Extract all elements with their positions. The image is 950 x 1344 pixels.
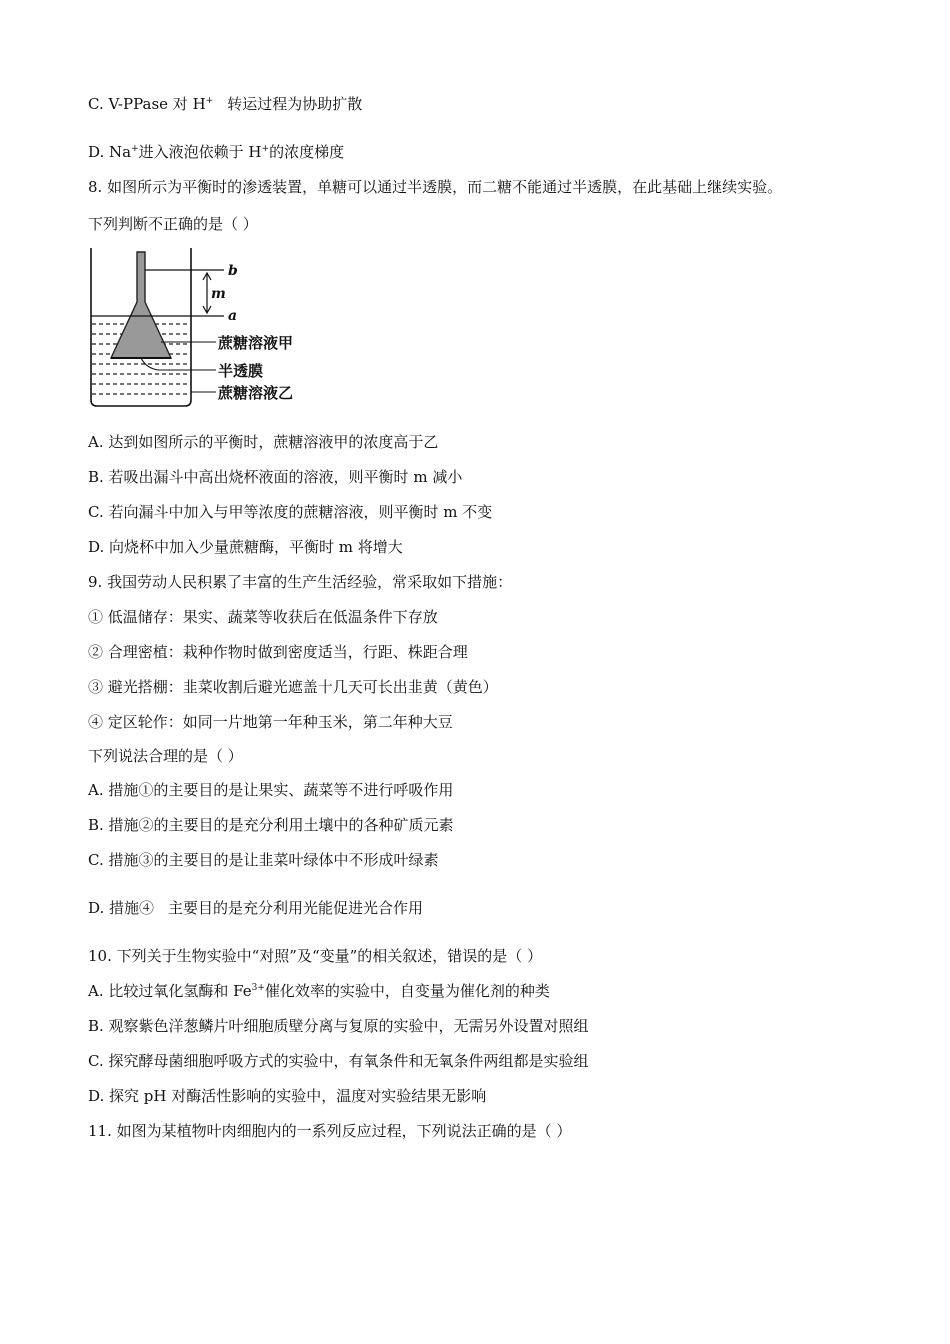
label-a: a [228,308,238,324]
q8-option-a: A. 达到如图所示的平衡时，蔗糖溶液甲的浓度高于乙 [88,433,439,451]
q9-option-c: C. 措施③的主要目的是让韭菜叶绿体中不形成叶绿素 [88,851,439,869]
label-m: m [211,286,226,302]
q10-option-b: B. 观察紫色洋葱鳞片叶细胞质壁分离与复原的实验中，无需另外设置对照组 [88,1017,589,1035]
q7-option-d: D. Na+进入液泡依赖于 H+的浓度梯度 [88,143,345,161]
q9-ask: 下列说法合理的是（ ） [88,747,243,765]
q8-option-c: C. 若向漏斗中加入与甲等浓度的蔗糖溶液，则平衡时 m 不变 [88,503,493,521]
q10-option-a: A. 比较过氧化氢酶和 $Fe^{3+}$催化效率的实验中，自变量为催化剂的种类 [88,982,550,1000]
label-semipermeable-membrane: 半透膜 [218,362,264,380]
q9-measure-2: ② 合理密植：栽种作物时做到密度适当，行距、株距合理 [88,643,468,661]
q10-option-d: D. 探究 pH 对酶活性影响的实验中，温度对实验结果无影响 [88,1087,487,1105]
q8-stem-line2: 下列判断不正确的是（ ） [88,215,258,233]
q9-measure-4: ④ 定区轮作：如同一片地第一年种玉米，第二年种大豆 [88,713,453,731]
osmosis-apparatus-figure [86,244,326,414]
q8-option-d: D. 向烧杯中加入少量蔗糖酶，平衡时 m 将增大 [88,538,403,556]
q7-option-c: C. V-PPase 对 H+ 转运过程为协助扩散 [88,95,363,113]
q9-option-a: A. 措施①的主要目的是让果实、蔬菜等不进行呼吸作用 [88,781,454,799]
q10-stem: 10. 下列关于生物实验中“对照”及“变量”的相关叙述，错误的是（ ） [88,947,543,965]
q8-stem-line1: 8. 如图所示为平衡时的渗透装置，单糖可以通过半透膜，而二糖不能通过半透膜，在此基础上继续实验。 [88,178,783,196]
q10-option-c: C. 探究酵母菌细胞呼吸方式的实验中，有氧条件和无氧条件两组都是实验组 [88,1052,589,1070]
q9-stem: 9. 我国劳动人民积累了丰富的生产生活经验，常采取如下措施： [88,573,513,591]
q8-option-b: B. 若吸出漏斗中高出烧杯液面的溶液，则平衡时 m 减小 [88,468,463,486]
q9-option-d: D. 措施④ 主要目的是充分利用光能促进光合作用 [88,899,424,917]
label-sucrose-solution-yi: 蔗糖溶液乙 [218,384,294,402]
q9-measure-3: ③ 避光搭棚：韭菜收割后避光遮盖十几天可长出韭黄（黄色） [88,678,498,696]
q9-option-b: B. 措施②的主要目的是充分利用土壤中的各种矿质元素 [88,816,454,834]
q11-stem: 11. 如图为某植物叶肉细胞内的一系列反应过程，下列说法正确的是（ ） [88,1122,572,1140]
q9-measure-1: ① 低温储存：果实、蔬菜等收获后在低温条件下存放 [88,608,438,626]
label-b: b [228,263,238,279]
label-sucrose-solution-jia: 蔗糖溶液甲 [218,334,294,352]
